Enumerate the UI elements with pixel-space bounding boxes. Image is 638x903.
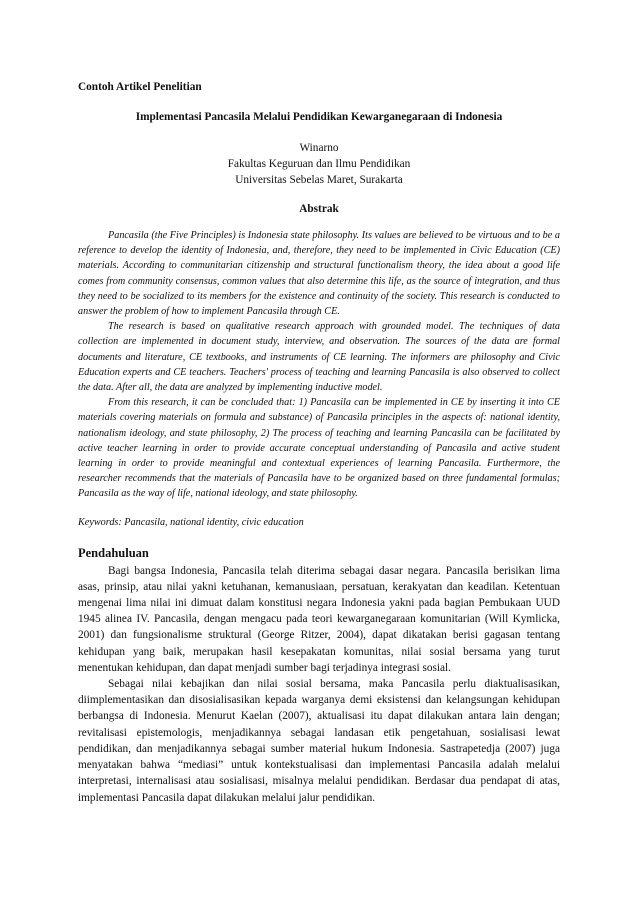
abstract-body xyxy=(78,228,560,502)
author-faculty: Fakultas Keguruan dan Ilmu Pendidikan xyxy=(227,158,411,170)
body-paragraph: Bagi bangsa Indonesia, Pancasila telah diterima sebagai dasar negara. Pancasila berisikan lima asas, prinsip, atau nilai yakni ketuhanan, kemanusiaan, persatuan, kerakyatan dan keadilan. Ketentuan mengenai lima nilai ini dimuat dalam konstitusi negara Indonesia yakni pada bagian Pembukaan UUD 1945 alinea IV. Pancasila, dengan mengacu pada teori kewarganegaraan komunitarian (Will Kymlicka, 2001) dan fungsionalisme struktural (George Ritzer, 2004), dapat dikatakan berisi gagasan tentang kehidupan yang baik, merupakan hasil kesepakatan komunitas, nilai sosial bersama yang turut menentukan kehidupan, dan dapat menjadi sumber bagi terjadinya integrasi sosial. xyxy=(78,564,560,674)
abstract-paragraph: Pancasila (the Five Principles) is Indonesia state philosophy. Its values are believed to be virtuous and to be a reference to develop the identity of Indonesia, and, therefore, they need to be implemented in Civic Education (CE) materials. According to communitarian citizenship and structural functionalism theory, the idea about a good life comes from community consensus, common values that also determine this life, as the source of integration, and thus they need to be socialized to its members for the existence and continuity of the society. This research is conducted to answer the problem of how to implement Pancasila through CE. xyxy=(78,230,560,318)
author-name: Winarno xyxy=(299,142,339,154)
keywords: Keywords: Pancasila, national identity, civic education xyxy=(78,516,304,528)
section-body xyxy=(78,563,560,806)
article-label: Contoh Artikel Penelitian xyxy=(78,81,202,93)
body-paragraph: Sebagai nilai kebajikan dan nilai sosial bersama, maka Pancasila perlu diaktualisasikan, diimplementasikan dan disosialisasikan kepada warganya demi eksistensi dan kelangsungan kehidupan berbangsa di Indonesia. Menurut Kaelan (2007), aktualisasi itu dapat dilakukan antara lain dengan; revitalisasi epistemologis, menjadikannya sebagai landasan etik pengetahuan, sosialisasi lewat pendidikan, dan menjadikannya sebagai sumber material hukum Indonesia. Sastrapetedja (2007) juga menyatakan bahwa “mediasi” untuk kontekstualisasi dan implementasi Pancasila adalah melalui interpretasi, internalisasi atau sosialisasi, misalnya melalui pendidikan. Berdasar dua pendapat di atas, implementasi Pancasila dapat dilakukan melalui jalur pendidikan. xyxy=(78,678,560,804)
article-title: Implementasi Pancasila Melalui Pendidikan Kewarganegaraan di Indonesia xyxy=(135,111,503,123)
abstract-heading: Abstrak xyxy=(299,203,339,215)
author-block xyxy=(78,140,560,188)
author-university: Universitas Sebelas Maret, Surakarta xyxy=(235,174,403,186)
section-heading: Pendahuluan xyxy=(78,545,149,560)
abstract-paragraph: The research is based on qualitative research approach with grounded model. The techniques of data collection are implemented in document study, interview, and observation. The sources of the data are formal documents and literature, CE textbooks, and instruments of CE learning. The informers are philosophy and Civic Education experts and CE teachers. Teachers' process of teaching and learning Pancasila is also observed to collect the data. After all, the data are analyzed by implementing inductive model. xyxy=(78,321,560,394)
abstract-paragraph: From this research, it can be concluded that: 1) Pancasila can be implemented in CE by inserting it into CE materials covering materials on formula and substance) of Pancasila principles in the aspects of: national identity, nationalism ideology, and state philosophy, 2) The process of teaching and learning Pancasila can be facilitated by active teacher learning in order to provide accurate conceptual understanding of Pancasila and active student learning in order to provide meaningful and contextual experiences of learning Pancasila. Furthermore, the researcher recommends that the materials of Pancasila have to be organized based on three fundamental formulas; Pancasila as the way of life, national ideology, and state philosophy. xyxy=(78,397,560,500)
